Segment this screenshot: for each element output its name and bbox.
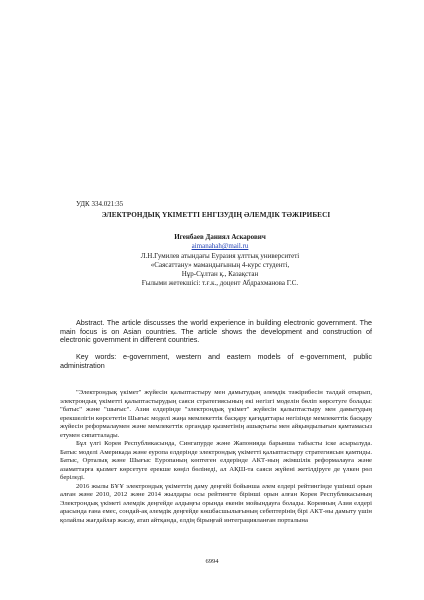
body-paragraph-3: 2016 жылы БҰҰ электрондық үкіметтің даму деңгейі бойынша әлем елдері рейтингінде үшінші орын алған және 2010, 2012 және 2014 жылдары осы рейтингте бірінші орын алған Корея Республикасының Электрондық үкіметі әлемдік деңгейде алдыңғы орында екенін мойындауға болады. Кореяның Азия елдері арасында ғана емес, сондай-ақ әлемдік деңгейде көшбасшылығының себептерінің бірі АКТ-ны дамыту үшін қолайлы жағдайлар жасау, атап айтқанда, елдің бірыңғай интеграцияланған порталына: [60, 482, 372, 524]
scientific-supervisor: Ғылыми жетекшісі: т.ғ.к., доцент Абдрахманова Г.С.: [141, 279, 299, 288]
page-number: 6994: [205, 558, 219, 565]
body-paragraph-1: "Электрондық үкімет" жүйесін қалыптастыру мен дамытудың әлемдік тәжірибесін талдай отырып, электрондық үкіметті қалыптастырудың саяси стратегиясының екі негізгі моделін бөліп көрсетуге болады: "батыс" және "шығыс". Азия елдерінде "электрондық үкімет" жүйесін қалыптастыру мен дамытудың ерекшелігін көрсететін Шығыс моделі жаңа мемлекеттік басқару қағидаттары негізінде мемлекеттік басқару жүйесін реформалаумен және мемлекеттік органдар қызметінің ашықтығы мен айқындылығын қамтамасыз етумен сипатталады.: [60, 389, 372, 439]
author-affiliation-university: Л.Н.Гумилев атындағы Еуразия ұлттық университеті: [140, 251, 300, 260]
author-email-link[interactable]: aimanahah@mail.ru: [191, 242, 249, 251]
author-affiliation-program: «Саясаттану» мамандығының 4-курс студенті,: [150, 260, 290, 269]
abstract-paragraph: Abstract. The article discusses the world experience in building electronic government. The main focus is on Asian countries. The article shows the development and construction of electronic government in different countries.: [60, 318, 372, 345]
udk-code: УДК 334.021:35: [76, 200, 124, 208]
author-city: Нұр-Сұлтан қ., Казақстан: [181, 270, 259, 279]
article-title: ЭЛЕКТРОНДЫҚ ҮКІМЕТТІ ЕНГІЗУДІҢ ӘЛЕМДІК ТӘЖІРИБЕСІ: [101, 211, 331, 219]
keywords-paragraph: Key words: e-government, western and eastern models of e-government, public administration: [60, 352, 372, 370]
author-name: Игенбаев Даниял Аскарович: [174, 233, 266, 241]
body-text: [60, 389, 372, 525]
body-paragraph-2: Бұл үлгі Корея Республикасында, Сингапурде және Жапонияда барынша табысты іске асырылуда. Батыс моделі Америкада және еуропа елдерінде электрондық үкіметті қалыптастыру стратегиясын қамтиды. Батыс, Орталық және Шығыс Еуропаның көптеген елдерінде АКТ-ның әкімшілік реформалауға және азаматтарға қызмет көрсетуге ерекше көңіл бөлінеді, ал АҚШ-та саяси жүйені жетілдіруге де үлкен рөл беріледі.: [60, 440, 372, 481]
author-block: [60, 233, 380, 289]
